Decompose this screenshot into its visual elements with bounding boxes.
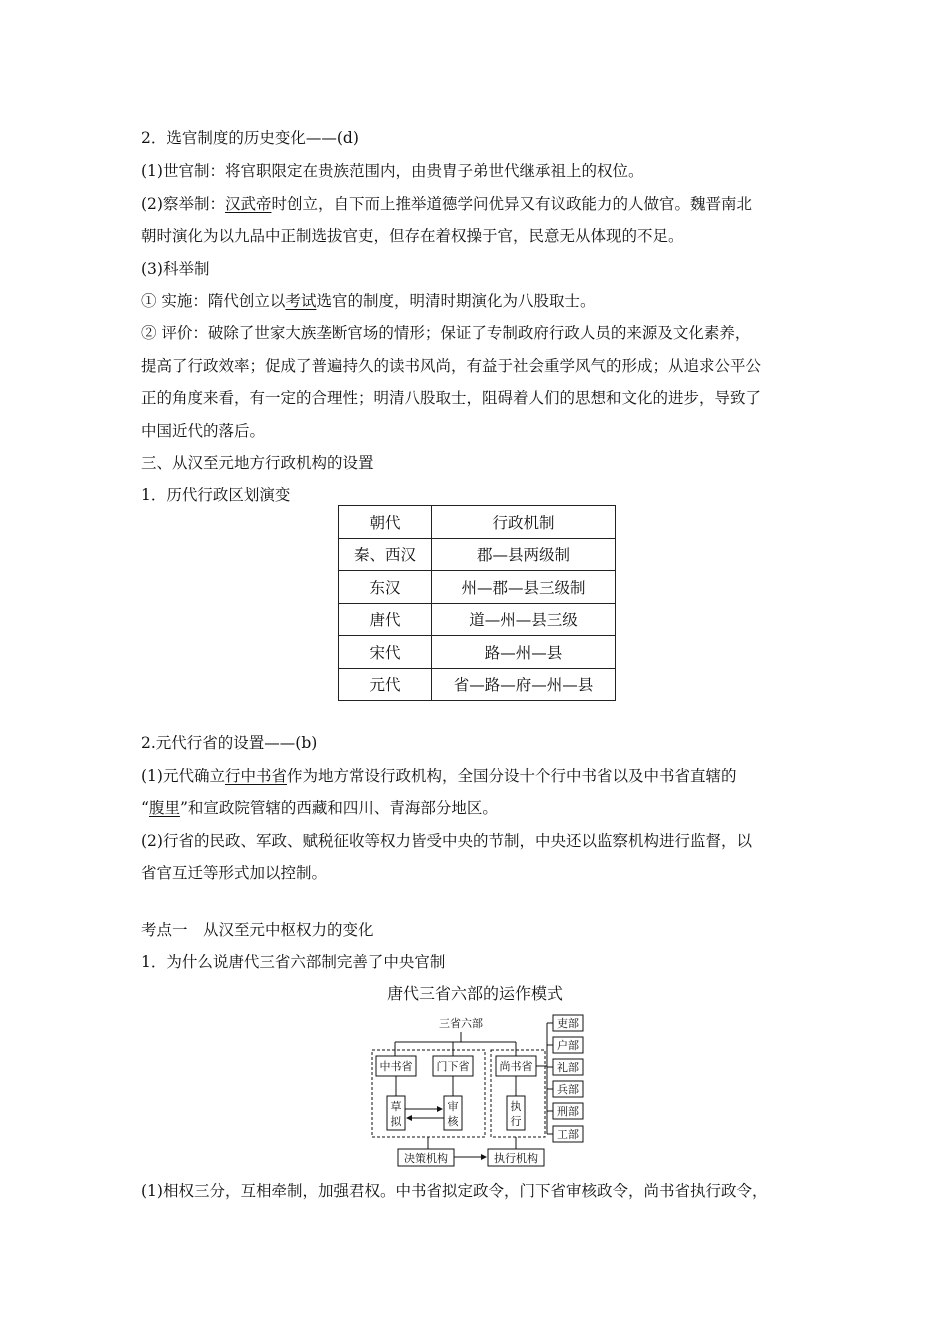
table-cell: 唐代 bbox=[339, 603, 432, 636]
table-row bbox=[339, 538, 616, 571]
bu-label: 刑部 bbox=[557, 1105, 579, 1118]
bu-label: 户部 bbox=[557, 1039, 579, 1052]
zhixing-label-1: 执 bbox=[510, 1100, 522, 1113]
item-chaju-line2: 朝时演化为以九品中正制选拔官吏，但存在着权操于官，民意无从体现的不足。 bbox=[141, 227, 684, 245]
item-shiguan: (1)世官制：将官职限定在贵族范围内，由贵胄子弟世代继承祖上的权位。 bbox=[141, 162, 644, 180]
xingsheng-p1-line1 bbox=[141, 766, 737, 786]
item-keju-pingjia-2: 提高了行政效率；促成了普遍持久的读书风尚，有益于社会重学风气的形成；从追求公平公 bbox=[141, 357, 762, 375]
item-chaju bbox=[141, 194, 752, 214]
term-xingzhongshusheng: 行中书省 bbox=[224, 767, 287, 785]
shangshu-label: 尚书省 bbox=[499, 1060, 533, 1073]
table-row bbox=[339, 668, 616, 701]
zhixing-label-2: 行 bbox=[510, 1115, 522, 1128]
term-fuli: 腹里 bbox=[148, 799, 180, 817]
xingsheng-p2-line1: (2)行省的民政、军政、赋税征收等权力皆受中央的节制，中央还以监察机构进行监督，以 bbox=[141, 832, 752, 850]
kaodian-heading: 考点一 从汉至元中枢权力的变化 bbox=[141, 921, 374, 939]
quote-open: “ bbox=[141, 799, 149, 817]
item-keju-pingjia-3: 正的角度来看，有一定的合理性；明清八股取士，阻碍着人们的思想和文化的进步，导致了 bbox=[141, 389, 762, 407]
bu-label: 兵部 bbox=[557, 1083, 579, 1096]
diagram-top-label: 三省六部 bbox=[439, 1017, 483, 1030]
table-cell: 路—州—县 bbox=[432, 636, 616, 669]
zhongshu-label: 中书省 bbox=[379, 1060, 413, 1073]
item-keju: (3)科举制 bbox=[141, 260, 210, 278]
item-keju-pingjia-4: 中国近代的落后。 bbox=[141, 422, 266, 440]
table-cell: 东汉 bbox=[339, 571, 432, 604]
table-header-row bbox=[339, 506, 616, 539]
table-cell: 元代 bbox=[339, 668, 432, 701]
bu-label: 礼部 bbox=[557, 1061, 579, 1074]
table-cell: 道—州—县三级 bbox=[432, 603, 616, 636]
zhixing-jigou-label: 执行机构 bbox=[494, 1152, 538, 1165]
p1-rest: 作为地方常设行政机构，全国分设十个行中书省以及中书省直辖的 bbox=[286, 767, 737, 785]
xingsheng-p1-line2 bbox=[141, 798, 498, 818]
bu-label: 吏部 bbox=[557, 1017, 579, 1030]
table-cell: 宋代 bbox=[339, 636, 432, 669]
figure-title: 唐代三省六部的运作模式 bbox=[386, 984, 563, 1003]
item-chaju-prefix: (2)察举制： bbox=[141, 195, 225, 213]
menxia-label: 门下省 bbox=[436, 1060, 470, 1073]
term-hanwudi: 汉武帝 bbox=[224, 195, 272, 213]
kaodian-p1: (1)相权三分，互相牵制，加强君权。中书省拟定政令，门下省审核政令，尚书省执行政令， bbox=[141, 1182, 768, 1200]
table-header-dynasty: 朝代 bbox=[339, 506, 432, 539]
caoni-label-2: 拟 bbox=[390, 1115, 402, 1128]
table-header-system: 行政机制 bbox=[432, 506, 616, 539]
shishi-prefix: ① 实施：隋代创立以 bbox=[141, 292, 286, 310]
table-row bbox=[339, 571, 616, 604]
item-keju-shishi bbox=[141, 291, 595, 311]
item-keju-pingjia-1: ② 评价：破除了世家大族垄断官场的情形；保证了专制政府行政人员的来源及文化素养， bbox=[141, 324, 751, 342]
admin-division-table bbox=[338, 505, 616, 701]
table-cell: 省—路—府—州—县 bbox=[432, 668, 616, 701]
section3-heading: 三、从汉至元地方行政机构的设置 bbox=[141, 454, 374, 472]
kaodian-q1: 1．为什么说唐代三省六部制完善了中央官制 bbox=[141, 953, 446, 971]
p1-line2-rest: ”和宣政院管辖的西藏和四川、青海部分地区。 bbox=[179, 799, 498, 817]
section2-heading: 2．选官制度的历史变化——(d) bbox=[141, 129, 359, 147]
xingsheng-p2-line2: 省官互迁等形式加以控制。 bbox=[141, 864, 328, 882]
table-cell: 州—郡—县三级制 bbox=[432, 571, 616, 604]
caoni-label-1: 草 bbox=[390, 1100, 402, 1113]
shenhe-label-2: 核 bbox=[447, 1115, 459, 1128]
three-departments-diagram bbox=[366, 1014, 590, 1172]
bu-label: 工部 bbox=[557, 1128, 579, 1141]
table-row bbox=[339, 636, 616, 669]
table-row bbox=[339, 603, 616, 636]
shenhe-label-1: 审 bbox=[447, 1100, 459, 1113]
section3-sub1: 1．历代行政区划演变 bbox=[141, 486, 291, 504]
item-chaju-rest: 时创立，自下而上推举道德学问优异又有议政能力的人做官。魏晋南北 bbox=[271, 195, 752, 213]
table-cell: 秦、西汉 bbox=[339, 538, 432, 571]
term-kaoshi: 考试 bbox=[285, 292, 317, 310]
shishi-rest: 选官的制度，明清时期演化为八股取士。 bbox=[316, 292, 596, 310]
table-cell: 郡—县两级制 bbox=[432, 538, 616, 571]
juece-label: 决策机构 bbox=[404, 1152, 448, 1165]
section3-sub2: 2.元代行省的设置——(b) bbox=[141, 734, 318, 752]
p1-prefix: (1)元代确立 bbox=[141, 767, 225, 785]
